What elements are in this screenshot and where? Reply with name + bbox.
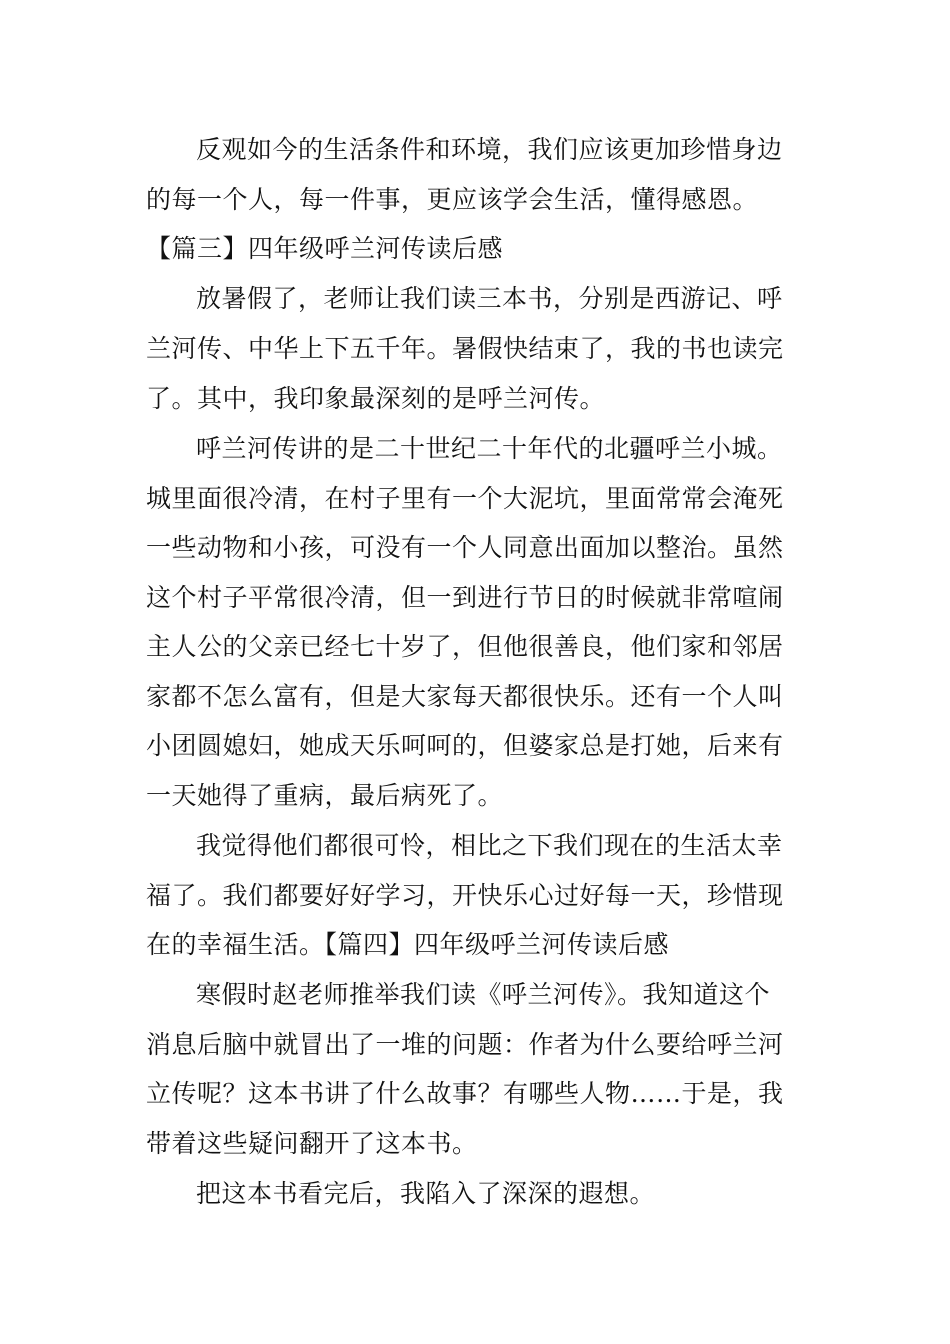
- text-line: 了。其中，我印象最深刻的是呼兰河传。: [146, 384, 606, 413]
- text-line: 呼兰河传讲的是二十世纪二十年代的北疆呼兰小城。: [196, 434, 783, 463]
- text-line: 立传呢？这本书讲了什么故事？有哪些人物……于是，我: [146, 1079, 784, 1108]
- text-line: 小团圆媳妇，她成天乐呵呵的，但婆家总是打她，后来有: [146, 731, 784, 760]
- text-line: 反观如今的生活条件和环境，我们应该更加珍惜身边: [196, 135, 783, 164]
- text-line: 主人公的父亲已经七十岁了，但他很善良，他们家和邻居: [146, 632, 784, 661]
- text-line: 的每一个人，每一件事，更应该学会生活，懂得感恩。: [146, 185, 759, 214]
- text-line: 兰河传、中华上下五千年。暑假快结束了，我的书也读完: [146, 334, 784, 363]
- text-line: 我觉得他们都很可怜，相比之下我们现在的生活太幸: [196, 831, 783, 860]
- text-line: 一天她得了重病，最后病死了。: [146, 781, 504, 810]
- text-line: 把这本书看完后，我陷入了深深的遐想。: [196, 1179, 656, 1208]
- text-line: 放暑假了，老师让我们读三本书，分别是西游记、呼: [196, 284, 783, 313]
- text-line: 消息后脑中就冒出了一堆的问题：作者为什么要给呼兰河: [146, 1030, 784, 1059]
- text-line: 福了。我们都要好好学习，开快乐心过好每一天，珍惜现: [146, 881, 784, 910]
- text-line: 寒假时赵老师推举我们读《呼兰河传》。我知道这个: [196, 980, 771, 1009]
- text-line: 家都不怎么富有，但是大家每天都很快乐。还有一个人叫: [146, 682, 784, 711]
- text-line: 城里面很冷清，在村子里有一个大泥坑，里面常常会淹死: [146, 484, 784, 513]
- text-line: 带着这些疑问翻开了这本书。: [146, 1129, 478, 1158]
- text-line: 一些动物和小孩，可没有一个人同意出面加以整治。虽然: [146, 533, 784, 562]
- text-line: 这个村子平常很冷清，但一到进行节日的时候就非常喧闹: [146, 583, 784, 612]
- section-heading: 【篇三】四年级呼兰河传读后感: [146, 234, 504, 263]
- text-line: 在的幸福生活。【篇四】四年级呼兰河传读后感: [146, 930, 670, 959]
